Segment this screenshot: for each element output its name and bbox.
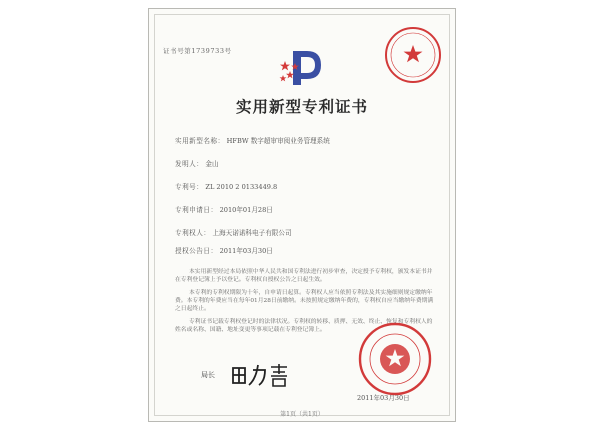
field-filing-date: [175, 204, 273, 214]
seal-date: 2011年03月30日: [357, 394, 410, 402]
office-seal-stamp: [383, 25, 443, 85]
field-inventor: [175, 158, 219, 168]
patentee-value: 上海天诺诺科电子有限公司: [212, 229, 292, 237]
grant-date-label: 授权公告日：: [175, 247, 218, 255]
certificate-title: 实用新型专利证书: [235, 97, 368, 116]
patent-office-emblem-icon: [277, 45, 325, 89]
inventor-label: 发明人：: [175, 160, 204, 168]
field-utility-name: [175, 135, 330, 145]
patent-certificate: [148, 8, 456, 422]
inventor-value: 金山: [205, 160, 219, 168]
patent-no-label: 专利号：: [175, 183, 204, 191]
field-patentee: [175, 227, 292, 237]
field-patent-no: [175, 181, 277, 191]
patent-no-value: ZL 2010 2 0133449.8: [205, 183, 278, 191]
field-grant-date: [175, 245, 273, 255]
page-number: 第1页（共1页）: [280, 411, 324, 418]
director-label: 局长: [201, 371, 215, 379]
filing-date-label: 专利申请日：: [175, 206, 218, 214]
state-seal-stamp: [357, 321, 433, 397]
patentee-label: 专利权人：: [175, 229, 211, 237]
utility-name-label: 实用新型名称：: [175, 137, 225, 145]
body-paragraph-1: 本实用新型经过本局依照中华人民共和国专利法进行初步审查，决定授予专利权，颁发本证书并在专利登记簿上予以登记。专利权自授权公告之日起生效。: [175, 269, 433, 284]
director-signature: [229, 361, 293, 389]
certificate-number: 证书号第1739733号: [163, 47, 232, 55]
body-paragraph-3: 专利证书记载专利权登记时的法律状况。专利权的转移、质押、无效、终止、恢复和专利权人的姓名或名称、国籍、地址变更等事项记载在专利登记簿上。: [175, 319, 433, 334]
grant-date-value: 2011年03月30日: [219, 247, 273, 255]
body-paragraph-2: 本专利的专利权期限为十年，自申请日起算。专利权人应当依照专利法及其实施细则规定缴纳年费。本专利的年费应当在每年01月28日前缴纳。未按照规定缴纳年费的，专利权自应当缴纳年费期满之日起终止。: [175, 290, 434, 313]
utility-name-value: HFBW 数字超审审阅业务管理系统: [226, 137, 330, 145]
filing-date-value: 2010年01月28日: [219, 206, 273, 214]
